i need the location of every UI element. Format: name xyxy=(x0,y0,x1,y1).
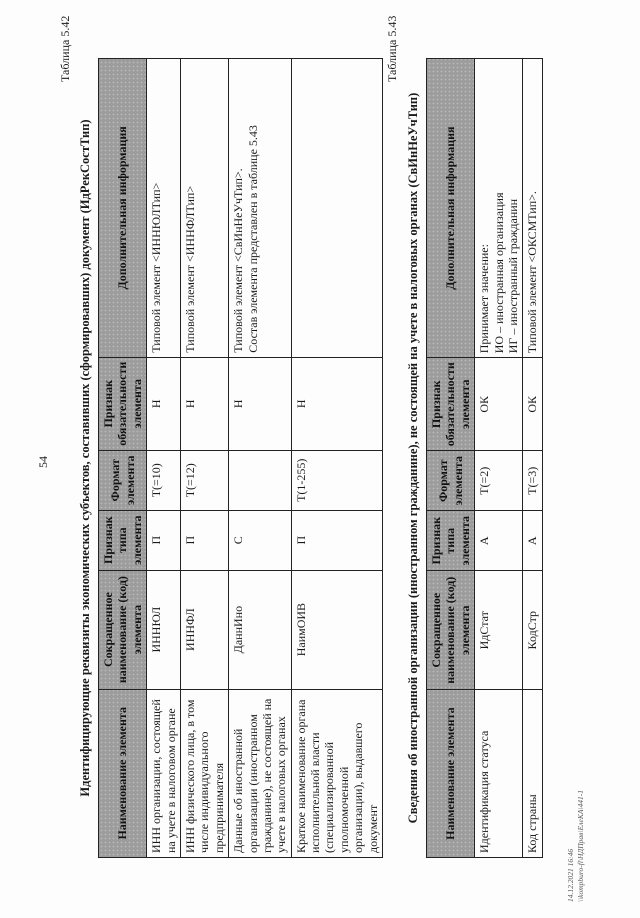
element-type-cell: А xyxy=(523,511,542,571)
file-path-stamp xyxy=(566,790,586,902)
element-name-cell: ИНН физического лица, в том числе индивидуального предпринимателя xyxy=(180,689,228,857)
element-format-cell: T(=10) xyxy=(147,450,181,510)
table-header-row xyxy=(427,59,475,858)
column-header: Признак типа элемента xyxy=(427,511,475,571)
element-required-cell: Н xyxy=(180,357,228,450)
element-name-cell: Код страны xyxy=(523,690,542,858)
element-format-cell: T(=12) xyxy=(180,450,228,510)
element-required-cell: Н xyxy=(147,357,181,450)
element-format-cell: T(1-255) xyxy=(291,450,382,510)
element-info-cell: Типовой элемент <ИННЮЛТип> xyxy=(147,59,181,358)
element-info-cell: Типовой элемент <СвИнНеУчТип>. Состав элемента представлен в таблице 5.43 xyxy=(229,59,292,358)
element-code-cell: ДаннИно xyxy=(229,570,292,689)
table-header-row xyxy=(99,59,147,858)
element-type-cell: А xyxy=(475,511,523,571)
table-number: Таблица 5.42 xyxy=(58,15,72,82)
element-required-cell: ОК xyxy=(523,358,542,451)
element-info-cell: Типовой элемент <ИННФЛТип> xyxy=(180,59,228,358)
foreign-entity-table xyxy=(426,58,543,858)
table-row xyxy=(475,59,523,858)
element-required-cell: Н xyxy=(291,357,382,450)
column-header: Дополнительная информация xyxy=(427,59,475,358)
element-format-cell: T(=3) xyxy=(523,451,542,511)
column-header: Дополнительная информация xyxy=(99,59,147,358)
column-header: Признак типа элемента xyxy=(99,510,147,570)
element-info-cell xyxy=(291,59,382,358)
table-row xyxy=(229,59,292,858)
column-header: Формат элемента xyxy=(99,450,147,510)
element-code-cell: ИННЮЛ xyxy=(147,570,181,689)
element-format-cell: T(=2) xyxy=(475,451,523,511)
page-number: 54 xyxy=(36,456,50,468)
column-header: Признак обязательности элемента xyxy=(427,358,475,451)
table-caption: Идентифицирующие реквизиты экономических субъектов, составивших (сформировавших) документ (ИдРекСостТип) xyxy=(78,119,92,797)
element-type-cell: П xyxy=(180,510,228,570)
column-header: Формат элемента xyxy=(427,451,475,511)
element-info-cell: Принимает значение: ИО – иностранная организация ИГ – иностранный гражданин xyxy=(475,59,523,358)
element-type-cell: С xyxy=(229,510,292,570)
column-header: Сокращенное наименование (код) элемента xyxy=(99,570,147,689)
element-code-cell: ИдСтат xyxy=(475,571,523,690)
element-code-cell: ИННФЛ xyxy=(180,570,228,689)
element-name-cell: ИНН организации, состоящей на учете в налоговом органе xyxy=(147,689,181,857)
element-required-cell: Н xyxy=(229,357,292,450)
column-header: Признак обязательности элемента xyxy=(99,357,147,450)
table-caption: Сведения об иностранной организации (иностранном гражданине), не состоящей на учете в налоговых органах (СвИнНеУчТип) xyxy=(406,92,420,824)
element-code-cell: НаимОИВ xyxy=(291,570,382,689)
column-header: Наименование элемента xyxy=(99,689,147,857)
stamp-timestamp: 14.12.2021 16:46 xyxy=(566,848,575,902)
element-type-cell: П xyxy=(147,510,181,570)
element-name-cell: Идентификация статуса xyxy=(475,690,523,858)
column-header: Сокращенное наименование (код) элемента xyxy=(427,571,475,690)
element-name-cell: Данные об иностранной организации (иностранном гражданине), не состоящей на учете в налоговых органах xyxy=(229,689,292,857)
table-row xyxy=(523,59,542,858)
table-number: Таблица 5.43 xyxy=(385,15,399,82)
element-required-cell: ОК xyxy=(475,358,523,451)
element-type-cell: П xyxy=(291,510,382,570)
table-row xyxy=(147,59,181,858)
element-name-cell: Краткое наименование органа исполнительной власти (специализированной уполномоченной организации), выдавшего документ xyxy=(291,689,382,857)
stamp-path: \\kompburo-fl\НДПрав\ЕлеКА\441-1 xyxy=(575,789,585,902)
column-header: Наименование элемента xyxy=(427,690,475,858)
element-format-cell xyxy=(229,450,292,510)
table-row xyxy=(291,59,382,858)
table-row xyxy=(180,59,228,858)
element-info-cell: Типовой элемент <ОКСМТип>. xyxy=(523,59,542,358)
element-code-cell: КодСтр xyxy=(523,571,542,690)
requisites-table xyxy=(98,58,383,858)
